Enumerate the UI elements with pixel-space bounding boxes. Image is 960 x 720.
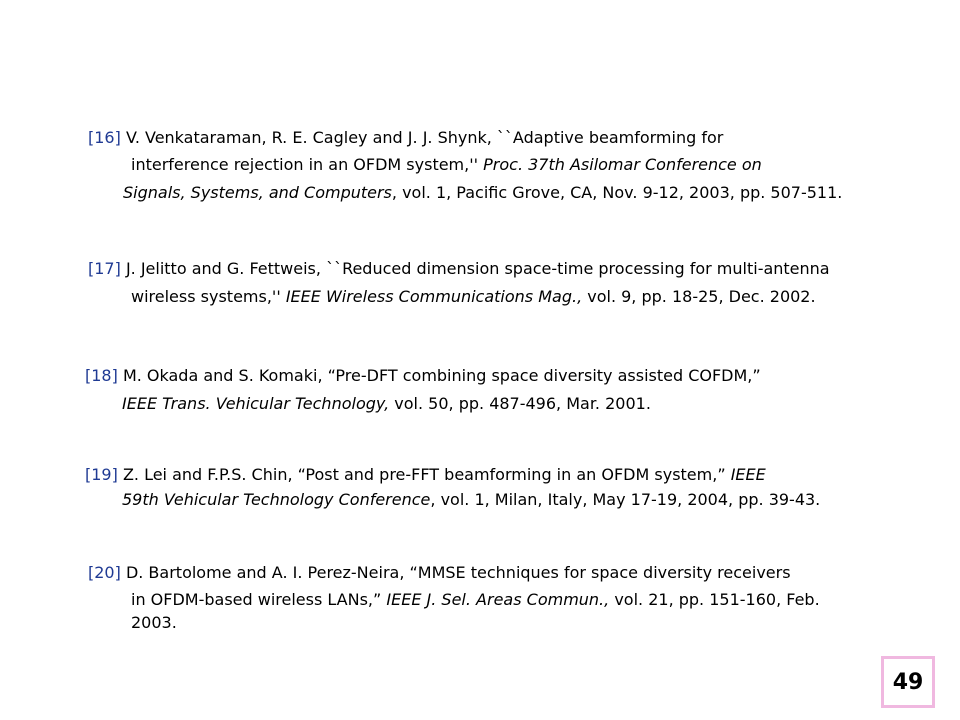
reference-18-line-2: [122, 394, 651, 414]
reference-text: D. Bartolome and A. I. Perez-Neira, “MMSE techniques for space diversity receivers: [125, 563, 791, 582]
reference-venue: IEEE: [730, 465, 766, 484]
reference-19-line-2: [122, 490, 820, 510]
reference-16-line-1: [88, 128, 723, 148]
reference-20-line-2: [131, 590, 820, 610]
reference-text: V. Venkataraman, R. E. Cagley and J. J. Shynk, ``Adaptive beamforming for: [125, 128, 724, 147]
reference-19-line-1: [85, 465, 766, 485]
reference-text: M. Okada and S. Komaki, “Pre-DFT combining space diversity assisted COFDM,”: [122, 366, 761, 385]
page-number: 49: [892, 669, 924, 695]
reference-venue: IEEE J. Sel. Areas Commun.,: [386, 590, 610, 609]
reference-number: [18]: [85, 366, 118, 385]
reference-20-line-1: [88, 563, 791, 583]
page-number-box: [881, 656, 935, 708]
reference-text: J. Jelitto and G. Fettweis, ``Reduced dimension space-time processing for multi-antenna: [125, 259, 830, 278]
reference-text: vol. 9, pp. 18-25, Dec. 2002.: [587, 287, 816, 306]
reference-text: vol. 21, pp. 151-160, Feb.: [614, 590, 820, 609]
reference-16-line-3: [123, 183, 842, 203]
reference-text: vol. 50, pp. 487-496, Mar. 2001.: [394, 394, 651, 413]
reference-text: , vol. 1, Pacific Grove, CA, Nov. 9-12, 2003, pp. 507-511.: [391, 183, 843, 202]
reference-text: in OFDM-based wireless LANs,”: [131, 590, 382, 609]
reference-number: [20]: [88, 563, 121, 582]
reference-venue: IEEE Trans. Vehicular Technology,: [122, 394, 390, 413]
reference-venue: Signals, Systems, and Computers: [123, 183, 392, 202]
reference-text: 2003.: [131, 613, 177, 632]
reference-number: [16]: [88, 128, 121, 147]
reference-number: [19]: [85, 465, 118, 484]
reference-text: interference rejection in an OFDM system,'': [131, 155, 479, 174]
reference-text: Z. Lei and F.P.S. Chin, “Post and pre-FFT beamforming in an OFDM system,”: [122, 465, 726, 484]
reference-18-line-1: [85, 366, 761, 386]
reference-17-line-2: [131, 287, 816, 307]
reference-venue: Proc. 37th Asilomar Conference on: [483, 155, 762, 174]
reference-16-line-2: [131, 155, 762, 175]
reference-text: , vol. 1, Milan, Italy, May 17-19, 2004, pp. 39-43.: [430, 490, 821, 509]
reference-20-line-3: [131, 613, 177, 633]
reference-venue: IEEE Wireless Communications Mag.,: [285, 287, 583, 306]
reference-venue: 59th Vehicular Technology Conference: [122, 490, 431, 509]
reference-text: wireless systems,'': [131, 287, 281, 306]
reference-number: [17]: [88, 259, 121, 278]
reference-17-line-1: [88, 259, 830, 279]
